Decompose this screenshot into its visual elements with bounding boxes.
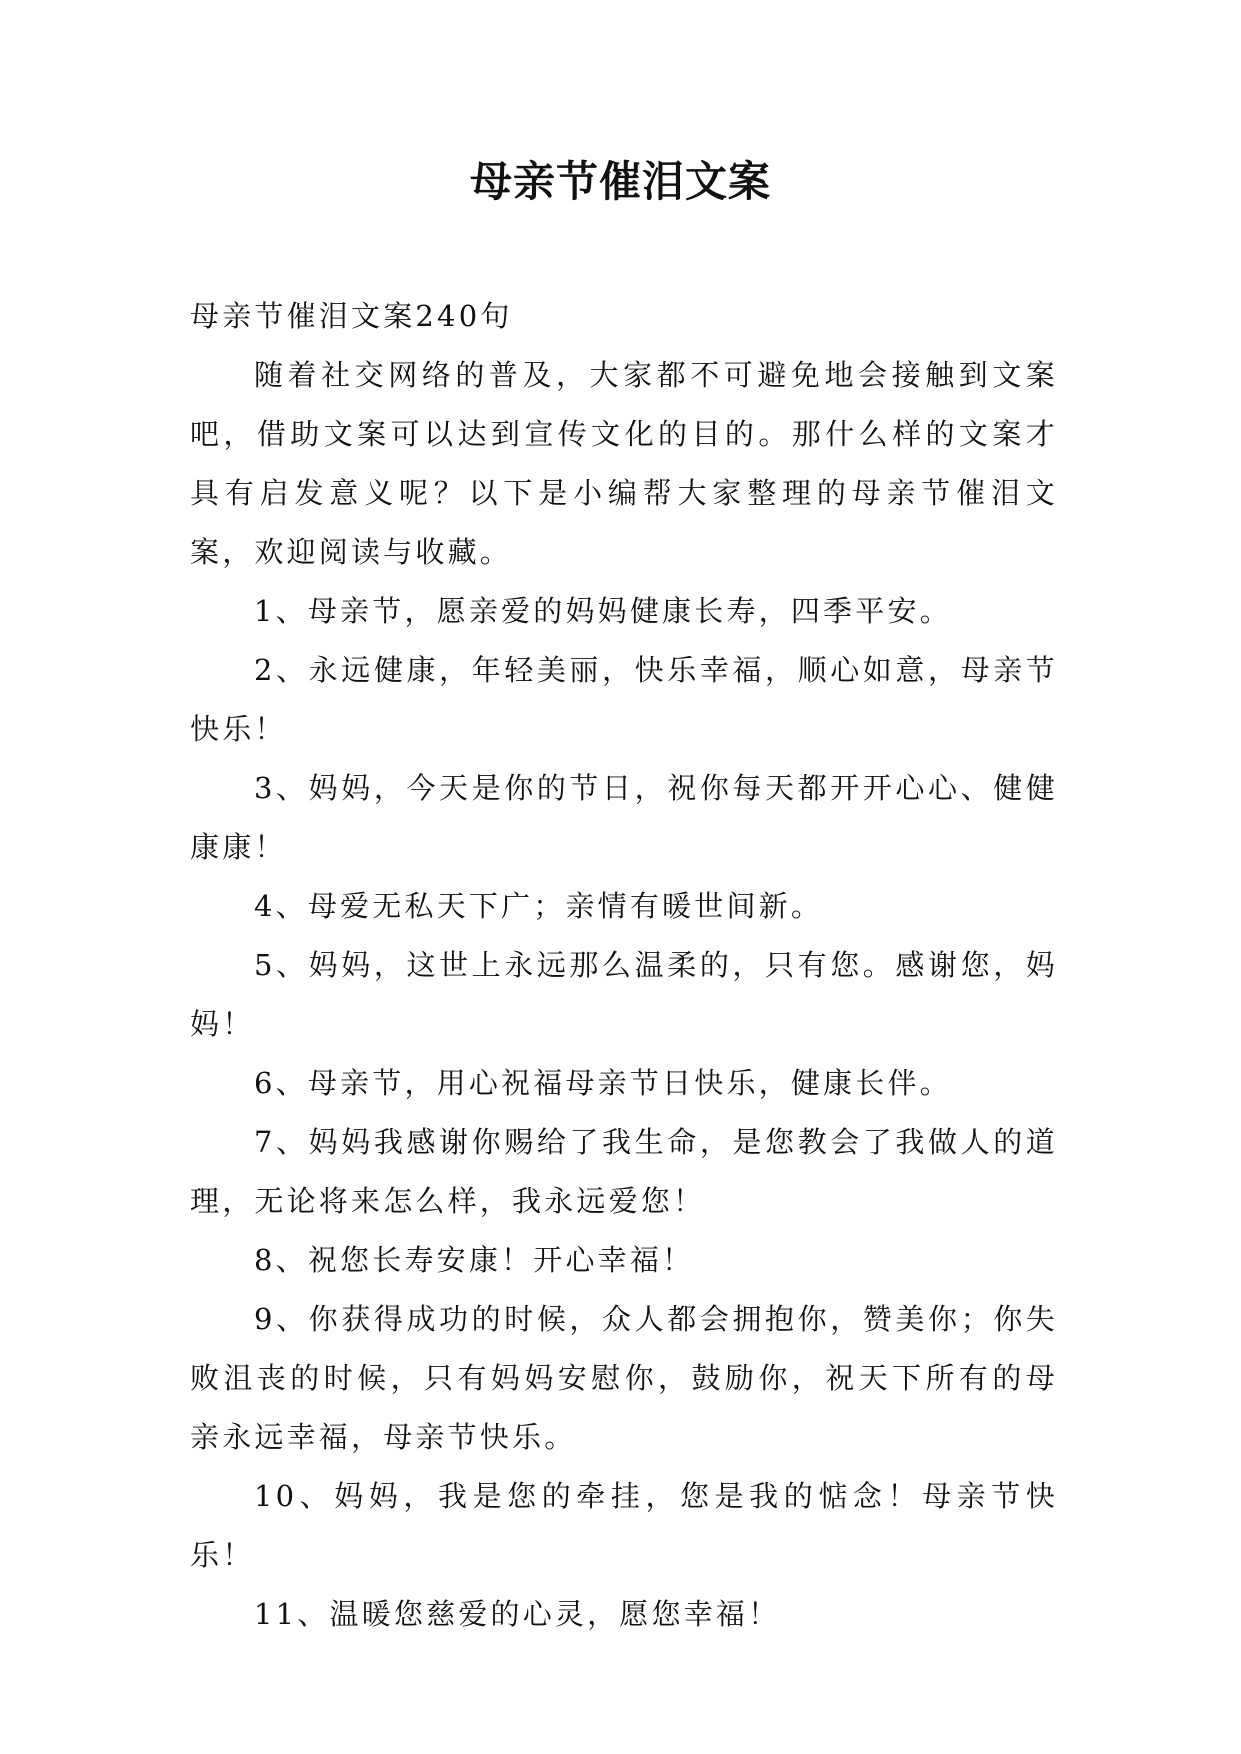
list-item: 11、温暖您慈爱的心灵，愿您幸福！ xyxy=(254,1597,781,1631)
list-item: 10、妈妈，我是您的牵挂，您是我的惦念！母亲节快乐！ xyxy=(190,1479,1058,1572)
document-title: 母亲节催泪文案 xyxy=(469,157,771,206)
document-subtitle: 母亲节催泪文案240句 xyxy=(190,299,513,333)
list-item: 6、母亲节，用心祝福母亲节日快乐，健康长伴。 xyxy=(254,1066,952,1100)
intro-paragraph: 随着社交网络的普及，大家都不可避免地会接触到文案吧，借助文案可以达到宣传文化的目的。那什么样的文案才具有启发意义呢？以下是小编帮大家整理的母亲节催泪文案，欢迎阅读与收藏。 xyxy=(190,358,1058,569)
list-item: 2、永远健康，年轻美丽，快乐幸福，顺心如意，母亲节快乐！ xyxy=(190,653,1058,746)
list-item: 5、妈妈，这世上永远那么温柔的，只有您。感谢您，妈妈！ xyxy=(190,948,1058,1041)
list-item: 8、祝您长寿安康！开心幸福！ xyxy=(254,1243,695,1277)
list-item: 3、妈妈，今天是你的节日，祝你每天都开开心心、健健康康！ xyxy=(190,771,1058,864)
document-body xyxy=(190,287,1058,1644)
list-item: 7、妈妈我感谢你赐给了我生命，是您教会了我做人的道理，无论将来怎么样，我永远爱您！ xyxy=(190,1125,1058,1218)
list-item: 1、母亲节，愿亲爱的妈妈健康长寿，四季平安。 xyxy=(254,594,952,628)
list-item: 4、母爱无私天下广；亲情有暖世间新。 xyxy=(254,889,824,923)
list-item: 9、你获得成功的时候，众人都会拥抱你，赞美你；你失败沮丧的时候，只有妈妈安慰你，鼓励你，祝天下所有的母亲永远幸福，母亲节快乐。 xyxy=(190,1302,1058,1454)
